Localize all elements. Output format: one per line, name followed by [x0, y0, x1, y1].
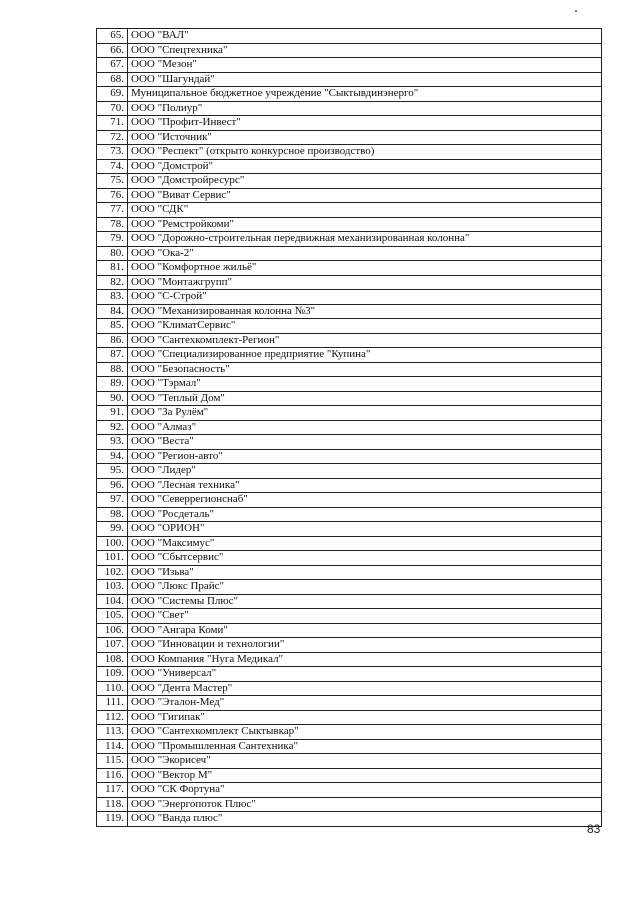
organization-name: ООО "Максимус": [128, 536, 602, 551]
table-row: [97, 652, 602, 667]
row-number: 72.: [97, 130, 128, 145]
row-number: 88.: [97, 362, 128, 377]
organization-name: ООО "Тэрмал": [128, 377, 602, 392]
organization-name: ООО "СДК": [128, 203, 602, 218]
row-number: 105.: [97, 609, 128, 624]
row-number: 89.: [97, 377, 128, 392]
table-row: [97, 478, 602, 493]
table-row: [97, 333, 602, 348]
organization-name: ООО "Профит-Инвест": [128, 116, 602, 131]
organization-name: ООО "Домстройресурс": [128, 174, 602, 189]
row-number: 76.: [97, 188, 128, 203]
row-number: 107.: [97, 638, 128, 653]
row-number: 113.: [97, 725, 128, 740]
table-row: [97, 493, 602, 508]
table-row: [97, 739, 602, 754]
row-number: 65.: [97, 29, 128, 44]
table-row: [97, 246, 602, 261]
table-row: [97, 812, 602, 827]
table-row: [97, 145, 602, 160]
row-number: 69.: [97, 87, 128, 102]
row-number: 93.: [97, 435, 128, 450]
organization-name: ООО "Лидер": [128, 464, 602, 479]
organization-name: Муниципальное бюджетное учреждение "Сыктывдинэнерго": [128, 87, 602, 102]
row-number: 114.: [97, 739, 128, 754]
table-row: [97, 551, 602, 566]
row-number: 115.: [97, 754, 128, 769]
row-number: 110.: [97, 681, 128, 696]
organizations-table: [96, 28, 602, 827]
table-row: [97, 203, 602, 218]
row-number: 98.: [97, 507, 128, 522]
row-number: 92.: [97, 420, 128, 435]
row-number: 101.: [97, 551, 128, 566]
table-row: [97, 609, 602, 624]
table-row: [97, 507, 602, 522]
organization-name: ООО "Экорисеч": [128, 754, 602, 769]
organization-name: ООО "Люкс Прайс": [128, 580, 602, 595]
table-row: [97, 58, 602, 73]
row-number: 100.: [97, 536, 128, 551]
table-row: [97, 797, 602, 812]
table-row: [97, 159, 602, 174]
table-row: [97, 783, 602, 798]
table-row: [97, 522, 602, 537]
organization-name: ООО "Специализированное предприятие "Купина": [128, 348, 602, 363]
organization-name: ООО "КлиматСервис": [128, 319, 602, 334]
table-row: [97, 174, 602, 189]
row-number: 112.: [97, 710, 128, 725]
organization-name: ООО "Дорожно-строительная передвижная механизированная колонна": [128, 232, 602, 247]
organization-name: ООО "Эталон-Мед": [128, 696, 602, 711]
organization-name: ООО "За Рулём": [128, 406, 602, 421]
table-row: [97, 29, 602, 44]
organization-name: ООО "Домстрой": [128, 159, 602, 174]
organization-name: ООО "Изьва": [128, 565, 602, 580]
table-row: [97, 754, 602, 769]
organization-name: ООО "ВАЛ": [128, 29, 602, 44]
row-number: 104.: [97, 594, 128, 609]
organizations-table-body: [97, 29, 602, 827]
table-row: [97, 116, 602, 131]
table-row: [97, 290, 602, 305]
row-number: 81.: [97, 261, 128, 276]
row-number: 108.: [97, 652, 128, 667]
organization-name: ООО "Системы Плюс": [128, 594, 602, 609]
organization-name: ООО "Дента Мастер": [128, 681, 602, 696]
row-number: 86.: [97, 333, 128, 348]
row-number: 78.: [97, 217, 128, 232]
row-number: 96.: [97, 478, 128, 493]
table-row: [97, 217, 602, 232]
table-row: [97, 319, 602, 334]
organization-name: ООО "Вектор М": [128, 768, 602, 783]
table-row: [97, 565, 602, 580]
table-row: [97, 391, 602, 406]
table-row: [97, 638, 602, 653]
table-row: [97, 275, 602, 290]
row-number: 71.: [97, 116, 128, 131]
organization-name: ООО "Энергопоток Плюс": [128, 797, 602, 812]
table-row: [97, 580, 602, 595]
table-row: [97, 696, 602, 711]
table-row: [97, 464, 602, 479]
table-row: [97, 72, 602, 87]
table-row: [97, 681, 602, 696]
table-row: [97, 406, 602, 421]
table-row: [97, 594, 602, 609]
row-number: 75.: [97, 174, 128, 189]
row-number: 83.: [97, 290, 128, 305]
organization-name: ООО "Сбытсервис": [128, 551, 602, 566]
organization-name: ООО "Северрегионснаб": [128, 493, 602, 508]
organization-name: ООО "Веста": [128, 435, 602, 450]
organization-name: ООО "Теплый Дом": [128, 391, 602, 406]
page-number: 83: [587, 822, 601, 836]
table-row: [97, 768, 602, 783]
table-row: [97, 130, 602, 145]
organization-name: ООО "Регион-авто": [128, 449, 602, 464]
organization-name: ООО "Полиур": [128, 101, 602, 116]
organization-name: ООО "Шагундай": [128, 72, 602, 87]
row-number: 73.: [97, 145, 128, 160]
organization-name: ООО "Ангара Коми": [128, 623, 602, 638]
row-number: 109.: [97, 667, 128, 682]
organization-name: ООО Компания "Нуга Медикал": [128, 652, 602, 667]
organization-name: ООО "Свет": [128, 609, 602, 624]
row-number: 90.: [97, 391, 128, 406]
row-number: 99.: [97, 522, 128, 537]
row-number: 111.: [97, 696, 128, 711]
table-row: [97, 377, 602, 392]
row-number: 77.: [97, 203, 128, 218]
table-row: [97, 87, 602, 102]
row-number: 74.: [97, 159, 128, 174]
organization-name: ООО "Респект" (открыто конкурсное производство): [128, 145, 602, 160]
organization-name: ООО "Лесная техника": [128, 478, 602, 493]
row-number: 80.: [97, 246, 128, 261]
row-number: 119.: [97, 812, 128, 827]
table-row: [97, 362, 602, 377]
organization-name: ООО "Виват Сервис": [128, 188, 602, 203]
table-row: [97, 43, 602, 58]
table-row: [97, 449, 602, 464]
table-row: [97, 304, 602, 319]
table-row: [97, 667, 602, 682]
organization-name: ООО "Мезон": [128, 58, 602, 73]
table-row: [97, 101, 602, 116]
organization-name: ООО "Росдеталь": [128, 507, 602, 522]
row-number: 97.: [97, 493, 128, 508]
row-number: 68.: [97, 72, 128, 87]
row-number: 116.: [97, 768, 128, 783]
organization-name: ООО "Источник": [128, 130, 602, 145]
row-number: 91.: [97, 406, 128, 421]
organization-name: ООО "Алмаз": [128, 420, 602, 435]
table-row: [97, 261, 602, 276]
organization-name: ООО "Ремстройкоми": [128, 217, 602, 232]
organization-name: ООО "Комфортное жильё": [128, 261, 602, 276]
row-number: 87.: [97, 348, 128, 363]
table-row: [97, 435, 602, 450]
table-row: [97, 348, 602, 363]
row-number: 84.: [97, 304, 128, 319]
organization-name: ООО "С-Строй": [128, 290, 602, 305]
row-number: 103.: [97, 580, 128, 595]
table-row: [97, 420, 602, 435]
organization-name: ООО "Монтажгрупп": [128, 275, 602, 290]
row-number: 70.: [97, 101, 128, 116]
row-number: 85.: [97, 319, 128, 334]
organization-name: ООО "Промышленная Сантехника": [128, 739, 602, 754]
organization-name: ООО "Ванда плюс": [128, 812, 602, 827]
table-row: [97, 710, 602, 725]
organization-name: ООО "Безопасность": [128, 362, 602, 377]
organization-name: ООО "Ока-2": [128, 246, 602, 261]
row-number: 106.: [97, 623, 128, 638]
organization-name: ООО "Гигипак": [128, 710, 602, 725]
row-number: 95.: [97, 464, 128, 479]
scan-dot: [575, 10, 577, 12]
organization-name: ООО "Сантехкомплект Сыктывкар": [128, 725, 602, 740]
row-number: 117.: [97, 783, 128, 798]
organization-name: ООО "Механизированная колонна №3": [128, 304, 602, 319]
table-row: [97, 188, 602, 203]
organization-name: ООО "Спецтехника": [128, 43, 602, 58]
organization-name: ООО "Универсал": [128, 667, 602, 682]
row-number: 82.: [97, 275, 128, 290]
organization-name: ООО "Инновации и технологии": [128, 638, 602, 653]
organization-name: ООО "СК Фортуна": [128, 783, 602, 798]
row-number: 94.: [97, 449, 128, 464]
table-row: [97, 623, 602, 638]
row-number: 118.: [97, 797, 128, 812]
row-number: 102.: [97, 565, 128, 580]
organization-name: ООО "Сантехкомплект-Регион": [128, 333, 602, 348]
row-number: 67.: [97, 58, 128, 73]
organization-name: ООО "ОРИОН": [128, 522, 602, 537]
table-row: [97, 536, 602, 551]
row-number: 66.: [97, 43, 128, 58]
table-row: [97, 725, 602, 740]
table-row: [97, 232, 602, 247]
row-number: 79.: [97, 232, 128, 247]
